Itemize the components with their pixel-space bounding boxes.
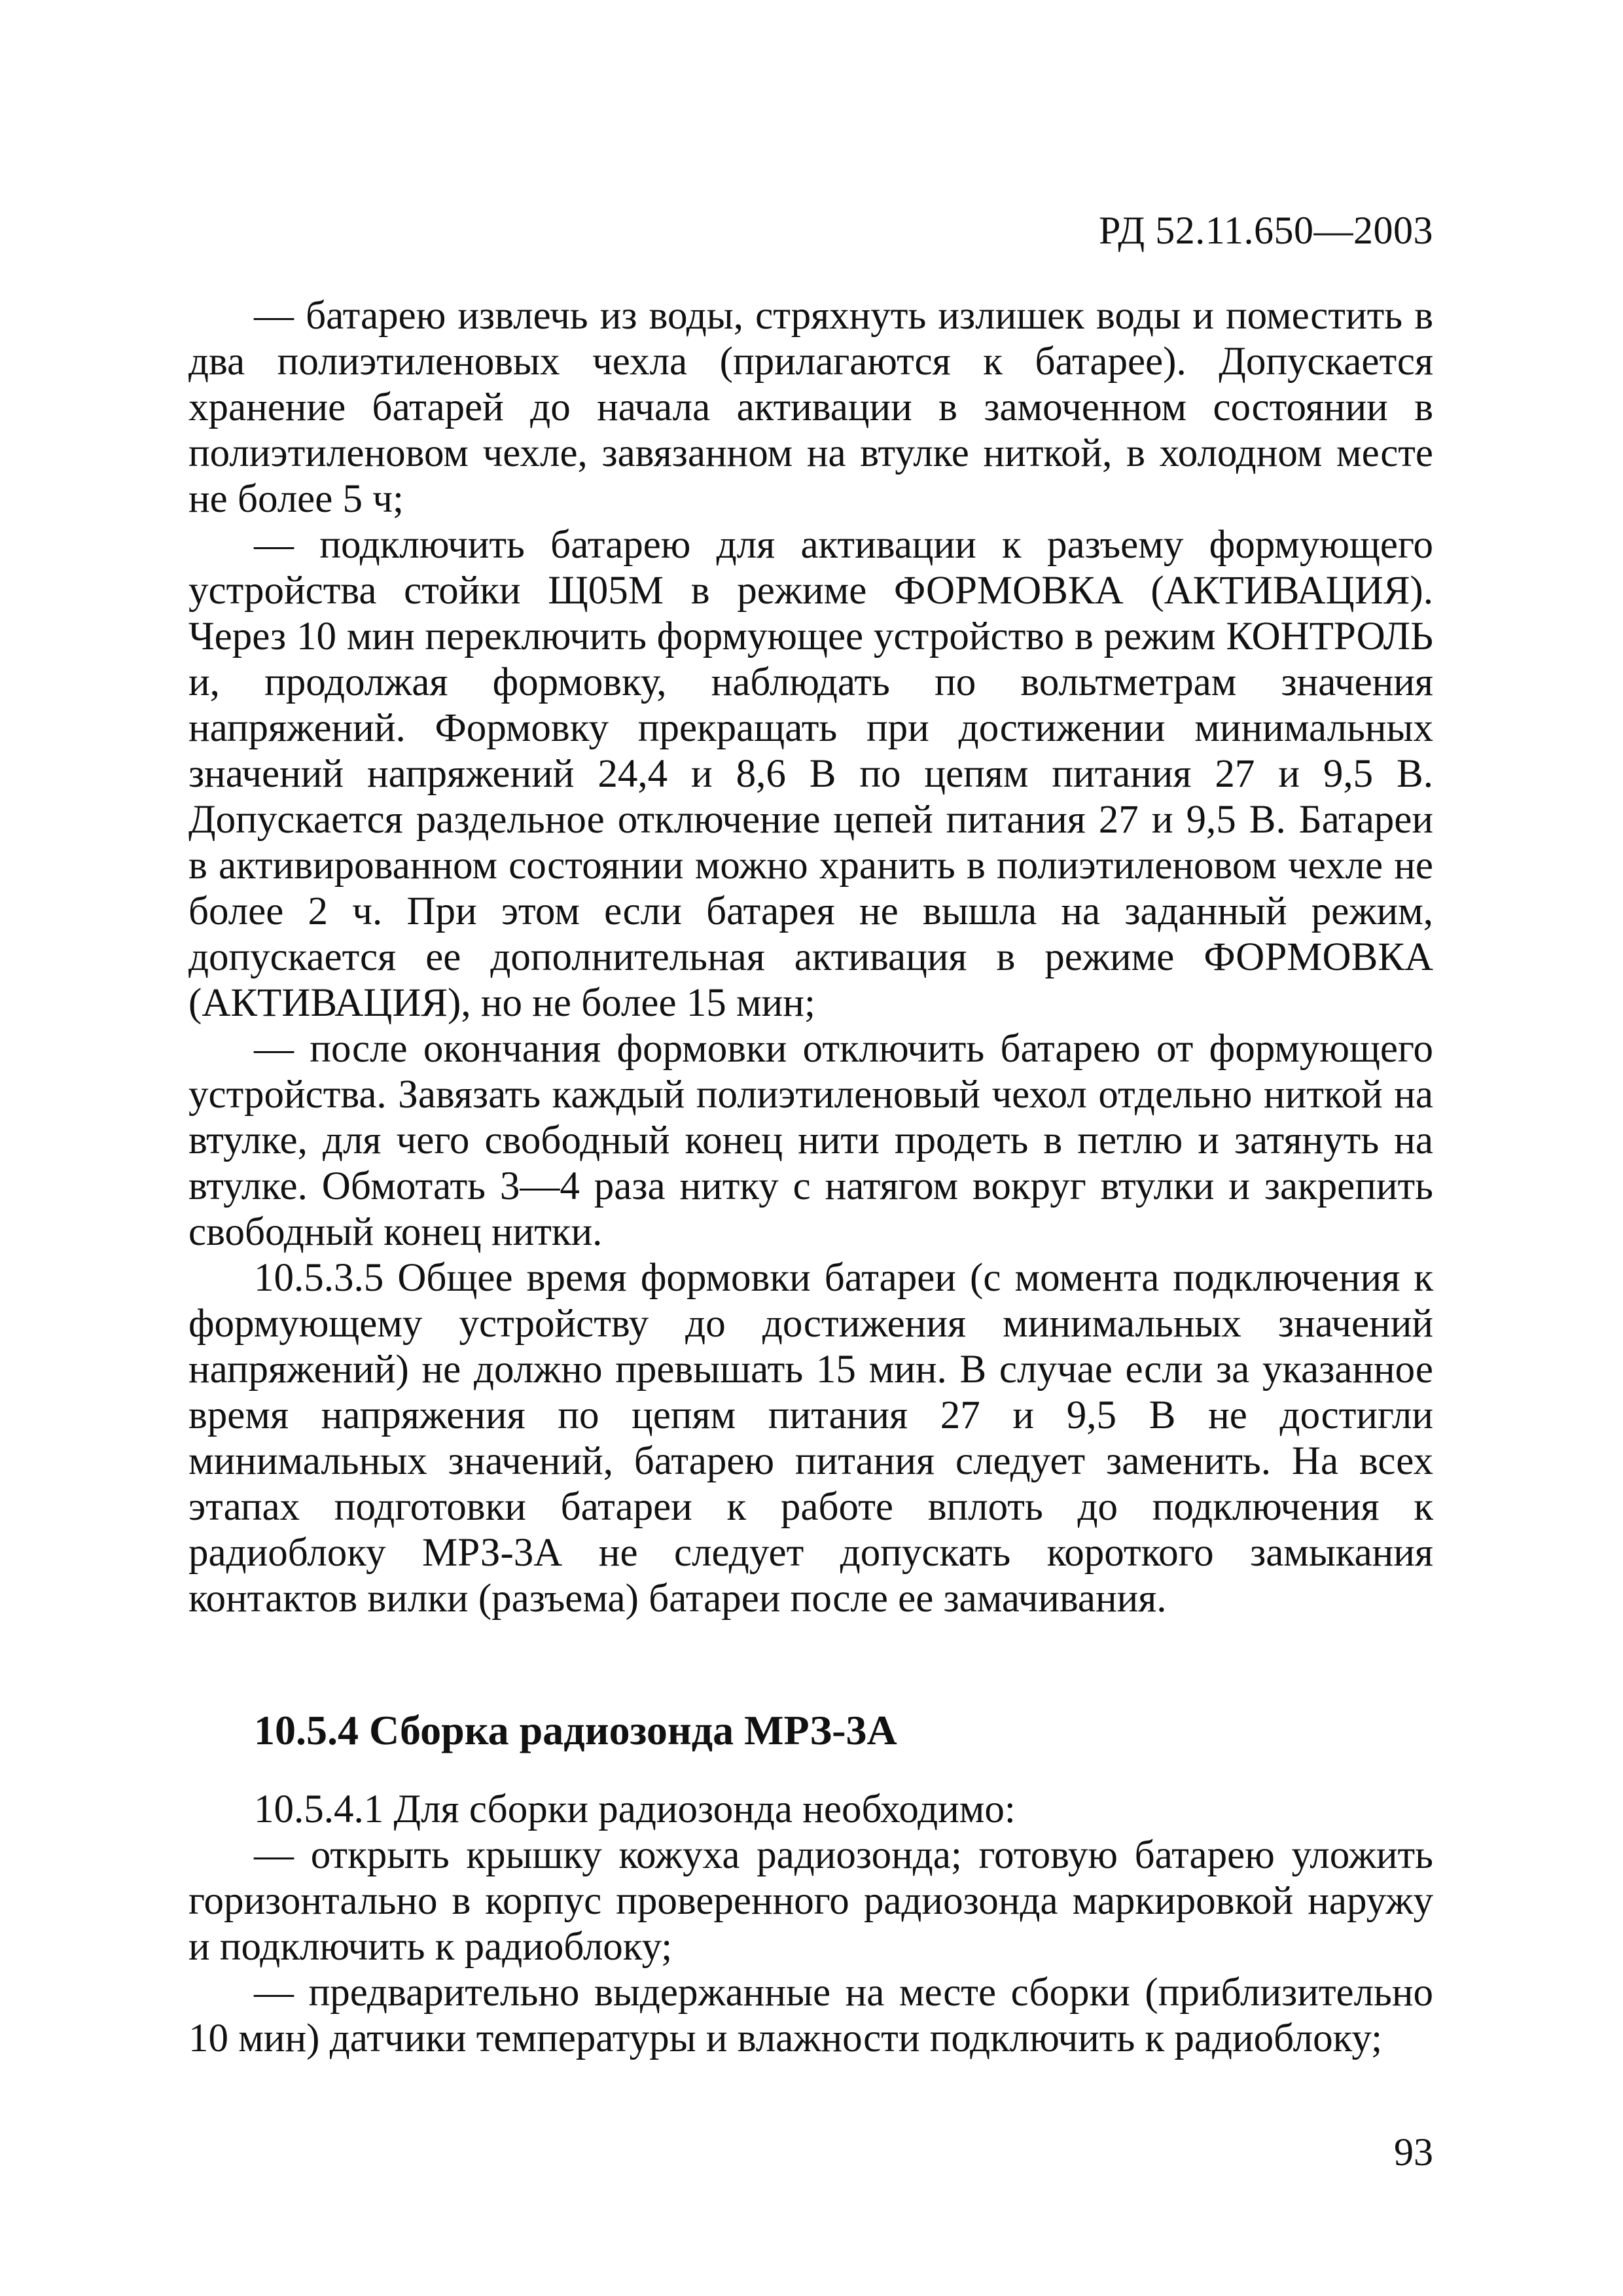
page-content — [188, 293, 1433, 2062]
page-number: 93 — [1394, 2130, 1433, 2174]
paragraph-after-formation: — после окончания формовки отключить батарею от формующего устройства. Завязать каждый полиэтиленовый чехол отдельно ниткой на втулке, для чего свободный конец нити продеть в петлю и затянуть на втулке. Обмотать 3—4 раза нитку с натягом вокруг втулки и закрепить свободный конец нитки. — [188, 1027, 1433, 1254]
paragraph-connect-sensors: — предварительно выдержанные на месте сборки (приблизительно 10 мин) датчики температуры и влажности подключить к радиоблоку; — [188, 1971, 1433, 2060]
paragraph-battery-activation: — подключить батарею для активации к разъему формующего устройства стойки Щ05М в режиме ФОРМОВКА (АКТИВАЦИЯ). Через 10 мин переключить формующее устройство в режим КОНТРОЛЬ и, продолжая формовку, наблюдать по вольтметрам значения напряжений. Формовку прекращать при достижении минимальных значений напряжений 24,4 и 8,6 В по цепям питания 27 и 9,5 В. Допускается раздельное отключение цепей питания 27 и 9,5 В. Батареи в активированном состоянии можно хранить в полиэтиленовом чехле не более 2 ч. При этом если батарея не вышла на заданный режим, допускается ее дополнительная активация в режиме ФОРМОВКА (АКТИВАЦИЯ), но не более 15 мин; — [188, 523, 1433, 1025]
section-heading-10-5-4: 10.5.4 Сборка радиозонда МРЗ-3А — [254, 1707, 897, 1753]
paragraph-open-cover: — открыть крышку кожуха радиозонда; готовую батарею уложить горизонтально в корпус проверенного радиозонда маркировкой наружу и подключить к радиоблоку; — [188, 1833, 1433, 1969]
document-code-header: РД 52.11.650—2003 — [1098, 209, 1433, 252]
paragraph-10-5-4-1: 10.5.4.1 Для сборки радиозонда необходимо: — [254, 1787, 1016, 1831]
paragraph-10-5-3-5: 10.5.3.5 Общее время формовки батареи (с момента подключения к формующему устройству до достижения минимальных значений напряжений) не должно превышать 15 мин. В случае если за указанное время напряжения по цепям питания 27 и 9,5 В не достигли минимальных значений, батарею питания следует заменить. На всех этапах подготовки батареи к работе вплоть до подключения к радиоблоку МРЗ-3А не следует допускать короткого замыкания контактов вилки (разъема) батареи после ее замачивания. — [188, 1256, 1433, 1621]
paragraph-battery-removal: — батарею извлечь из воды, стряхнуть излишек воды и поместить в два полиэтиленовых чехла (прилагаются к батарее). Допускается хранение батарей до начала активации в замоченном состоянии в полиэтиленовом чехле, завязанном на втулке ниткой, в холодном месте не более 5 ч; — [188, 294, 1433, 521]
